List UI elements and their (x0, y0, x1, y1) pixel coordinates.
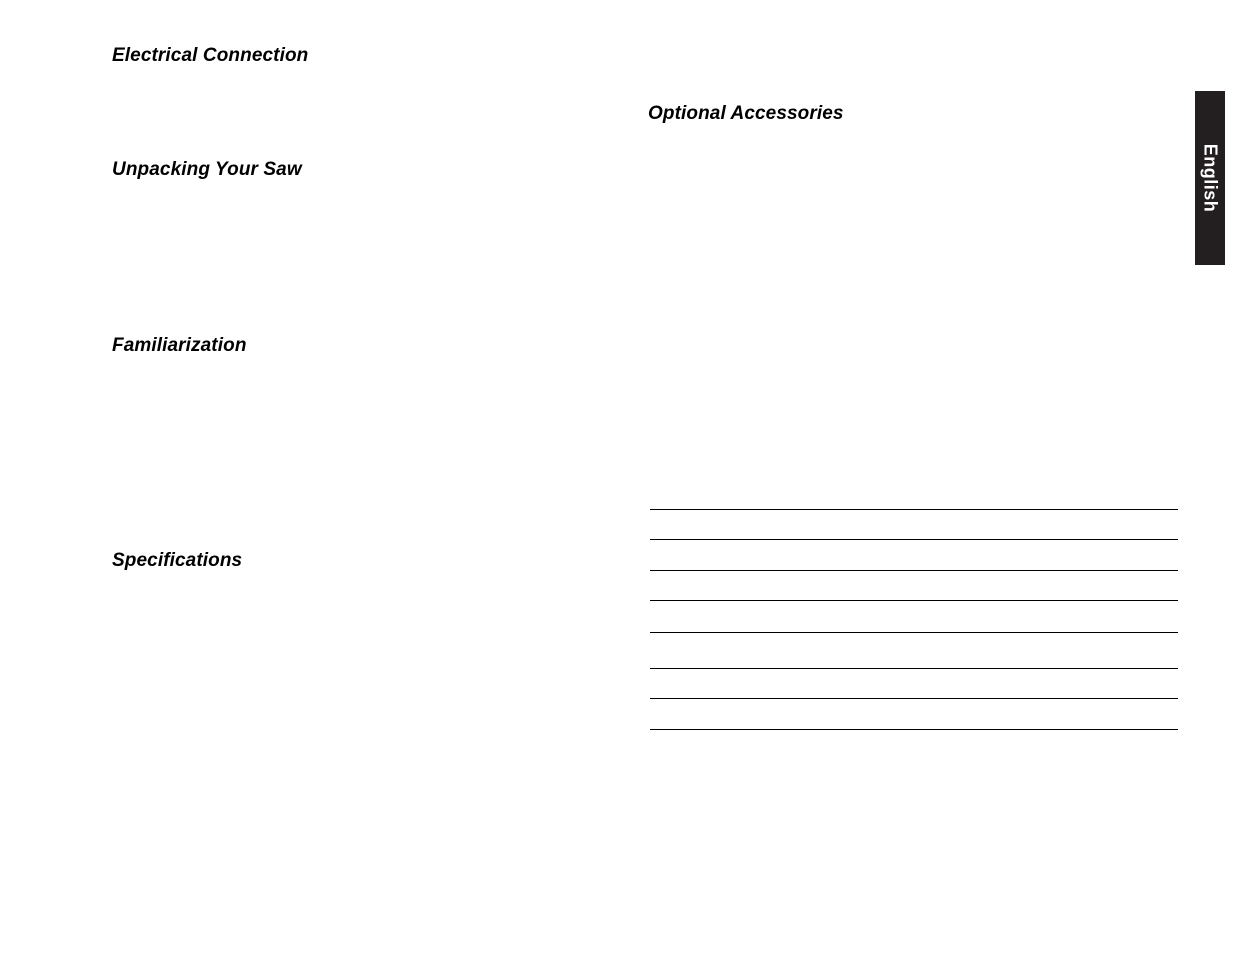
table-rule (650, 539, 1178, 540)
table-rule (650, 698, 1178, 699)
heading-familiarization: Familiarization (112, 335, 247, 356)
heading-specifications: Specifications (112, 550, 243, 571)
accessories-table-rules (650, 0, 1178, 954)
language-tab-label: English (1200, 143, 1221, 213)
table-rule (650, 729, 1178, 730)
heading-unpacking-your-saw: Unpacking Your Saw (112, 159, 302, 180)
table-rule (650, 632, 1178, 633)
table-rule (650, 570, 1178, 571)
language-tab (1195, 91, 1225, 265)
heading-optional-accessories: Optional Accessories (648, 103, 844, 124)
table-rule (650, 509, 1178, 510)
heading-electrical-connection: Electrical Connection (112, 45, 309, 66)
table-rule (650, 600, 1178, 601)
table-rule (650, 668, 1178, 669)
